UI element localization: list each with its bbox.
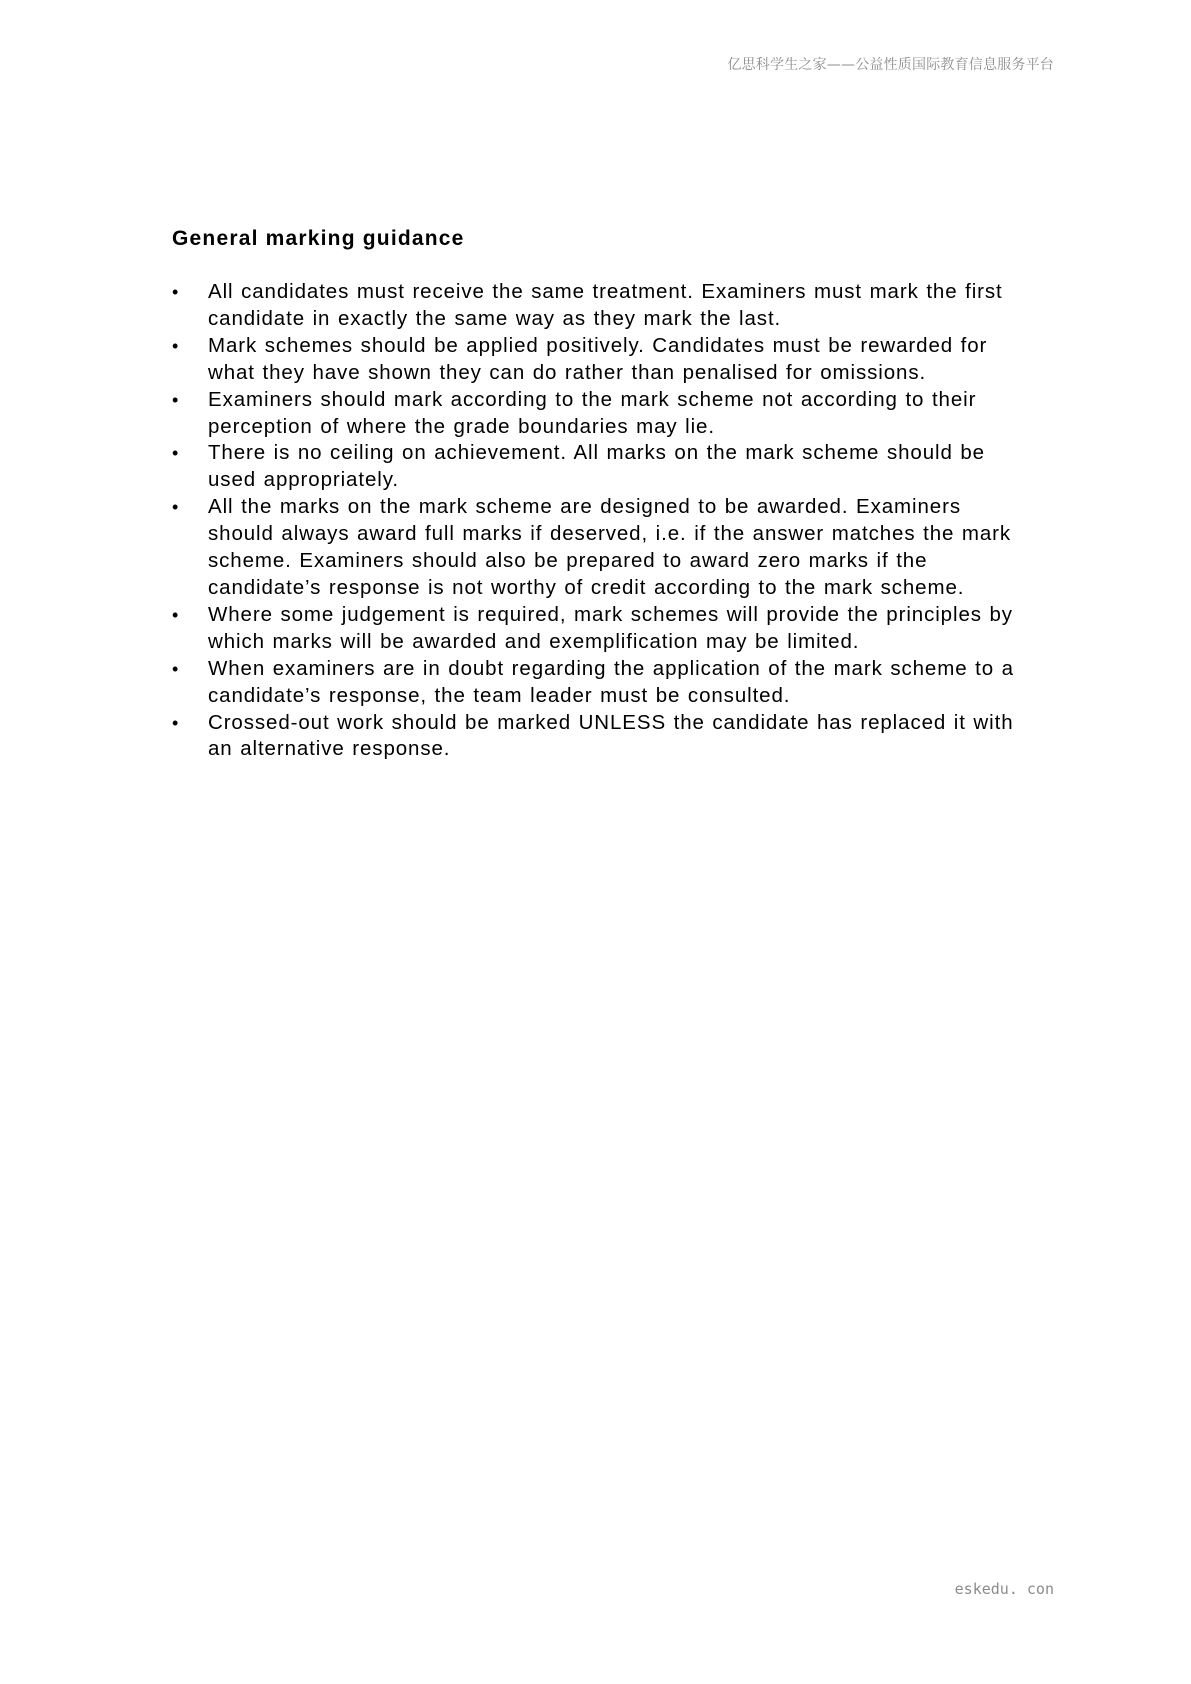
section-title: General marking guidance — [172, 227, 465, 250]
document-body — [172, 226, 1032, 763]
list-item-text: Examiners should mark according to the mark scheme not according to their perception of where the grade boundaries may lie. — [208, 387, 977, 438]
header-watermark: 亿思科学生之家——公益性质国际教育信息服务平台 — [727, 57, 1054, 73]
list-item — [172, 440, 1032, 494]
footer-site-label: eskedu. con — [954, 1580, 1054, 1598]
bullet-icon: • — [172, 497, 180, 518]
list-item — [172, 710, 1032, 764]
list-item-text: Where some judgement is required, mark schemes will provide the principles by which marks will be awarded and exemplification may be limited. — [208, 602, 1013, 653]
list-item-text: There is no ceiling on achievement. All marks on the mark scheme should be used appropriately. — [208, 441, 985, 492]
bullet-icon: • — [172, 604, 180, 625]
guidance-list — [172, 279, 1032, 763]
list-item — [172, 656, 1032, 710]
bullet-icon: • — [172, 282, 180, 302]
list-item-text: All the marks on the mark scheme are designed to be awarded. Examiners should always award full marks if deserved, i.e. if the answer matches the mark scheme. Examiners should also be prepared to award zero marks if the candidate’s response is not worthy of credit according to the mark scheme. — [208, 495, 1012, 599]
bullet-icon: • — [172, 712, 180, 733]
list-item-text: Crossed-out work should be marked UNLESS the candidate has replaced it with an alternative response. — [208, 710, 1014, 761]
bullet-icon: • — [172, 335, 180, 356]
list-item — [172, 387, 1032, 441]
list-item-text: When examiners are in doubt regarding the application of the mark scheme to a candidate’s response, the team leader must be consulted. — [208, 656, 1014, 707]
list-item-text: All candidates must receive the same treatment. Examiners must mark the first candidate in exactly the same way as they mark the last. — [208, 280, 1003, 330]
bullet-icon: • — [172, 389, 180, 410]
bullet-icon: • — [172, 443, 180, 464]
list-item — [172, 494, 1032, 602]
list-item-text: Mark schemes should be applied positively. Candidates must be rewarded for what they have shown they can do rather than penalised for omissions. — [208, 333, 988, 384]
list-item — [172, 333, 1032, 387]
bullet-icon: • — [172, 658, 180, 679]
list-item — [172, 279, 1032, 333]
list-item — [172, 602, 1032, 656]
